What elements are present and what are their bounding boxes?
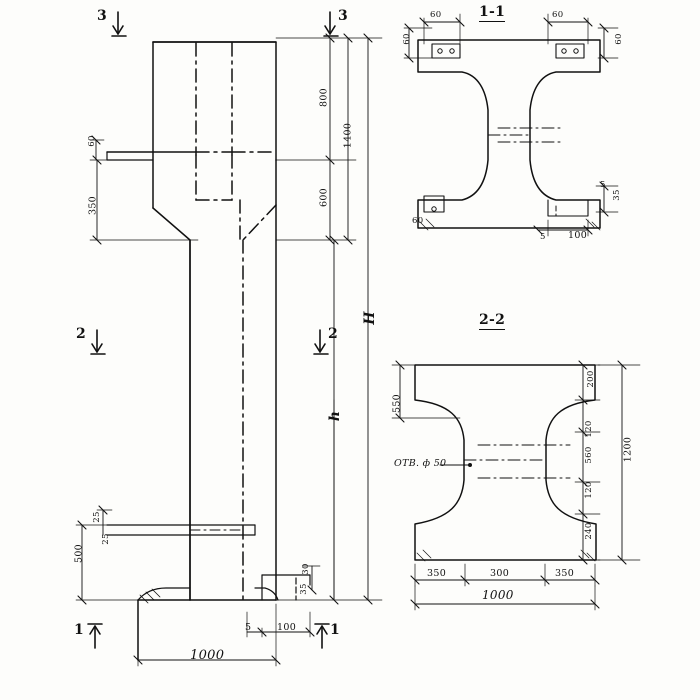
dim-350-left: 350 [427, 568, 447, 579]
dim-300: 300 [490, 568, 510, 579]
dim-60-tl2: 60 [402, 33, 412, 45]
dim-500: 500 [73, 543, 85, 564]
dim-350: 350 [87, 195, 99, 216]
dim-5-br: 5 [600, 180, 606, 190]
dim-h: h [327, 410, 343, 422]
dim-25-a: 25 [92, 511, 102, 523]
dim-60-bl: 60 [412, 216, 424, 226]
dim-1000-elevation: 1000 [190, 648, 225, 663]
dim-1400: 1400 [342, 122, 354, 149]
dim-H: H [362, 311, 378, 325]
section-mark-2-right: 2 [328, 326, 339, 342]
dim-240: 240 [584, 522, 594, 540]
dim-800: 800 [318, 87, 330, 108]
dim-120-a: 120 [584, 420, 594, 438]
dim-350-right: 350 [555, 568, 575, 579]
dim-60-left: 60 [87, 135, 97, 147]
section-mark-3-left: 3 [97, 8, 108, 24]
dim-100-bottom-11: 100 [568, 230, 588, 241]
dim-100-bottom: 100 [277, 622, 297, 633]
dim-60-tl: 60 [430, 10, 442, 20]
dim-5-bottom-11: 5 [540, 232, 546, 242]
dim-35-br: 35 [612, 189, 622, 201]
dim-560: 560 [584, 446, 594, 464]
dim-120-b: 120 [584, 481, 594, 499]
dim-30: 30 [301, 563, 311, 575]
dim-600: 600 [318, 187, 330, 208]
dim-1200: 1200 [622, 436, 634, 463]
section-mark-3-right: 3 [338, 8, 349, 24]
dim-550: 550 [391, 393, 403, 414]
dim-25-b: 25 [101, 533, 111, 545]
section-mark-2-left: 2 [76, 326, 87, 342]
dim-1000-section: 1000 [482, 588, 514, 602]
section-mark-1-right: 1 [330, 622, 341, 638]
section-title-1-1: 1-1 [479, 4, 506, 20]
section-title-2-2: 2-2 [479, 312, 506, 328]
dim-5-bottom: 5 [245, 622, 252, 633]
dim-60-tr2: 60 [614, 33, 624, 45]
note-hole-50: ОТВ. ф 50 [394, 458, 447, 469]
dim-200: 200 [586, 370, 596, 388]
dim-60-tr: 60 [552, 10, 564, 20]
section-mark-1-left: 1 [74, 622, 85, 638]
dim-35: 35 [299, 583, 309, 595]
